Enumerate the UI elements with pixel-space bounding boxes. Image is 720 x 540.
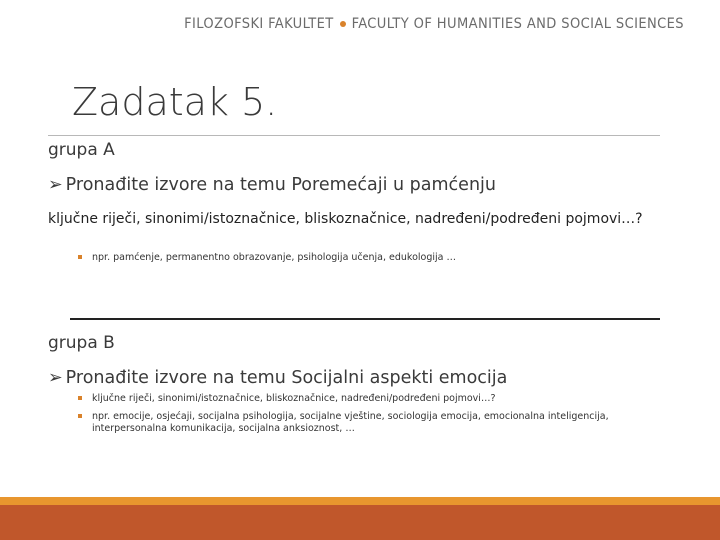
group-b-task-text: Pronađite izvore na temu Socijalni aspekti emocija bbox=[65, 368, 508, 388]
footer-accent-stripe bbox=[0, 497, 720, 505]
group-b-label: grupa B bbox=[48, 333, 115, 353]
group-a-keywords: ključne riječi, sinonimi/istoznačnice, bliskoznačnice, nadređeni/podređeni pojmovi…? bbox=[48, 211, 643, 227]
group-b-bullet-1-text: ključne riječi, sinonimi/istoznačnice, bliskoznačnice, nadređeni/podređeni pojmovi…? bbox=[92, 393, 496, 404]
group-a-bullet-text: npr. pamćenje, permanentno obrazovanje, psihologija učenja, edukologija … bbox=[92, 252, 456, 263]
square-bullet-icon bbox=[78, 396, 82, 400]
square-bullet-icon bbox=[78, 255, 82, 259]
arrow-bullet-icon: ➢ bbox=[48, 175, 63, 195]
faculty-name-local: FILOZOFSKI FAKULTET bbox=[184, 16, 334, 32]
slide-title: Zadatak 5. bbox=[72, 80, 278, 124]
group-b-bullet-2 bbox=[78, 411, 618, 435]
square-bullet-icon bbox=[78, 414, 82, 418]
title-underline bbox=[48, 135, 660, 136]
group-a-task-text: Pronađite izvore na temu Poremećaji u pamćenju bbox=[65, 175, 496, 195]
section-divider bbox=[70, 318, 660, 320]
faculty-name-english: FACULTY OF HUMANITIES AND SOCIAL SCIENCES bbox=[351, 16, 684, 32]
arrow-bullet-icon: ➢ bbox=[48, 368, 63, 388]
footer-bar bbox=[0, 505, 720, 540]
group-b-task bbox=[48, 368, 507, 388]
group-b-bullet-1 bbox=[78, 393, 618, 405]
group-b-bullet-2-text: npr. emocije, osjećaji, socijalna psihologija, socijalne vještine, sociologija emocija, emocionalna inteligencija, interpersonalna komunikacija, socijalna anksioznost, … bbox=[92, 411, 609, 434]
group-a-label: grupa A bbox=[48, 140, 115, 160]
group-a-task bbox=[48, 175, 496, 195]
faculty-logo-header bbox=[184, 16, 684, 32]
group-a-bullet bbox=[78, 252, 618, 264]
logo-separator-dot bbox=[340, 21, 346, 27]
